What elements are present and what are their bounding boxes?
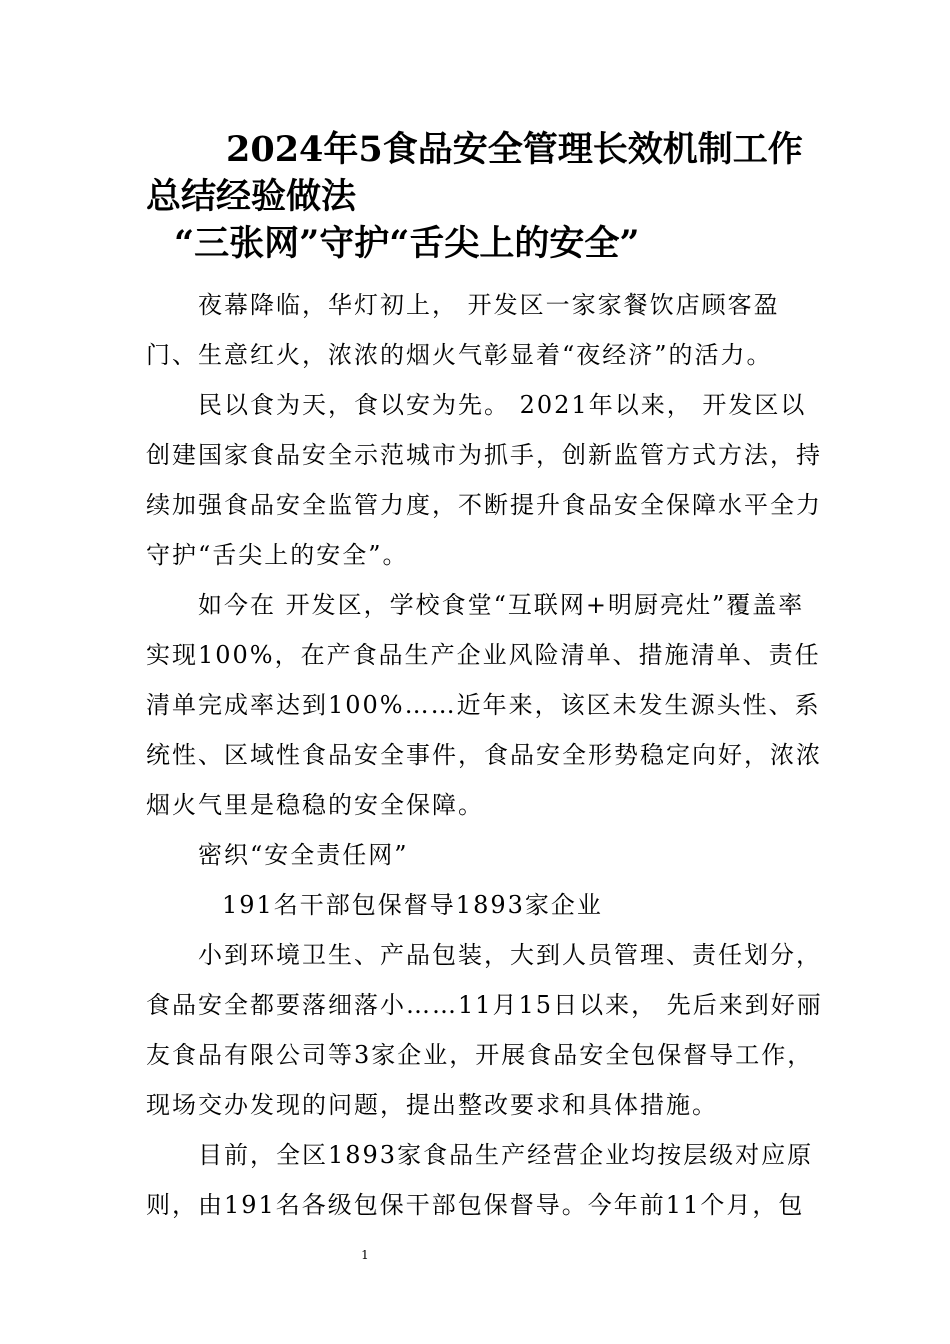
paragraph-intro: 夜幕降临，华灯初上， 开发区一家家餐饮店顾客盈门、生意红火，浓浓的烟火气彰显着“夜经济”的活力。: [146, 291, 780, 369]
document-title-line-1: 2024年5食品安全管理长效机制工作: [226, 129, 803, 170]
paragraph-supervision: 小到环境卫生、产品包装，大到人员管理、责任划分，食品安全都要落细落小……11月15日以来， 先后来到好丽友食品有限公司等3家企业，开展食品安全包保督导工作，现场交办发现的问题，提出整改要求和具体措施。: [146, 941, 823, 1119]
document-title-line-2: 总结经验做法: [146, 176, 357, 217]
section-heading: 密织“安全责任网”: [198, 841, 409, 869]
paragraph-background: 民以食为天，食以安为先。 2021年以来， 开发区以创建国家食品安全示范城市为抓手，创新监管方式方法，持续加强食品安全监管力度，不断提升食品安全保障水平全力守护“舌尖上的安全”。: [146, 391, 822, 569]
paragraph-current-status: 目前，全区1893家食品生产经营企业均按层级对应原则，由191名各级包保干部包保督导。今年前11个月，包: [146, 1141, 814, 1219]
document-subtitle: “三张网”守护“舌尖上的安全”: [174, 223, 640, 264]
page-number: 1: [361, 1248, 369, 1262]
section-subheading: 191名干部包保督导1893家企业: [222, 891, 603, 919]
paragraph-achievements: 如今在 开发区，学校食堂“互联网+明厨亮灶”覆盖率实现100%，在产食品生产企业风险清单、措施清单、责任清单完成率达到100%……近年来，该区未发生源头性、系统性、区域性食品安全事件，食品安全形势稳定向好，浓浓烟火气里是稳稳的安全保障。: [146, 591, 822, 819]
